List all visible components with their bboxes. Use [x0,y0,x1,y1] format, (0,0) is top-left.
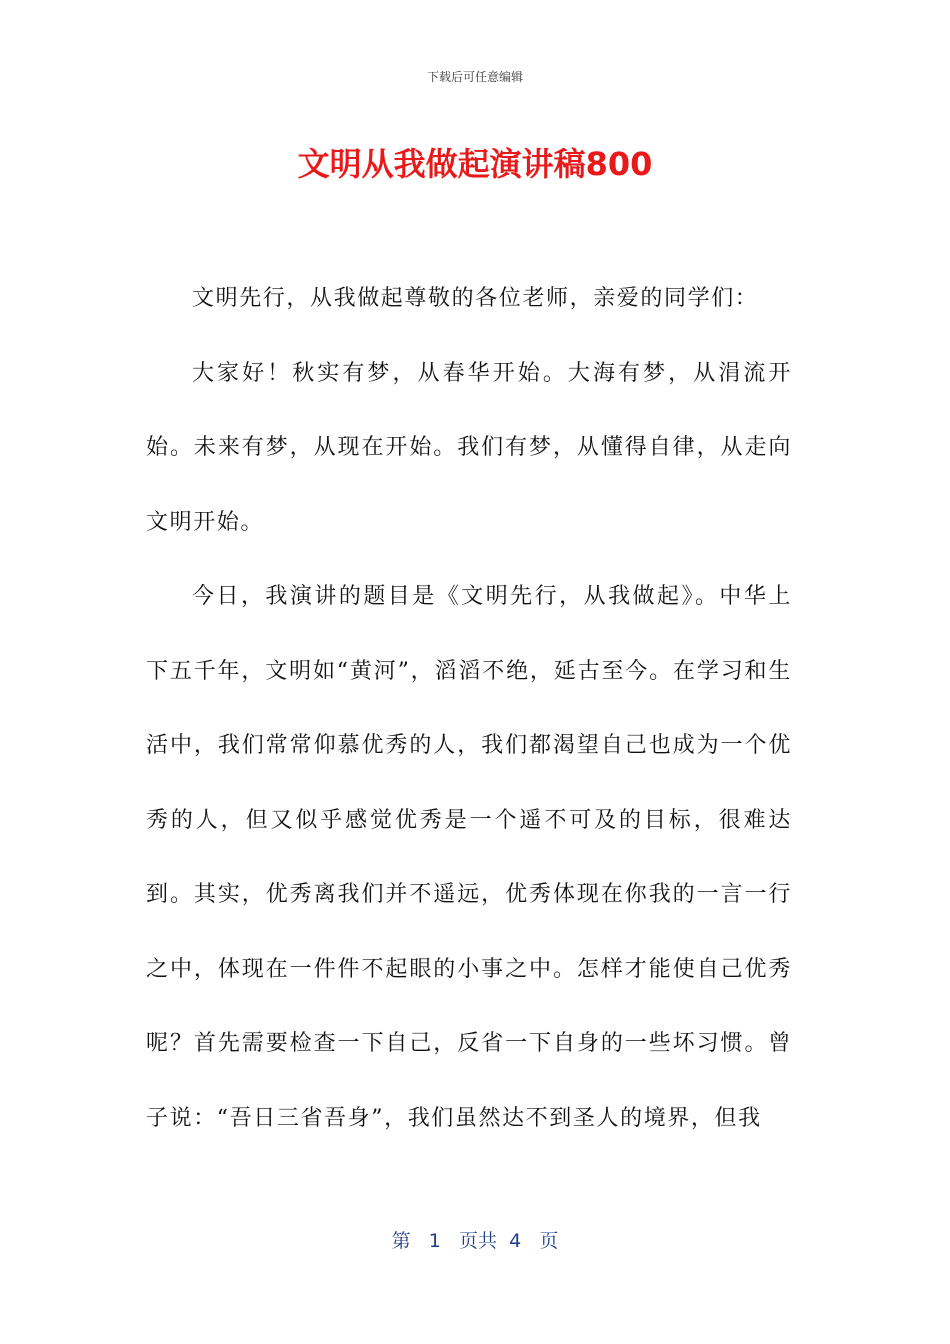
page-label-prefix: 第 [391,1230,411,1252]
header-note: 下载后可任意编辑 [426,70,523,84]
total-pages-number: 4 [509,1230,522,1252]
paragraph-main: 今日，我演讲的题目是《文明先行，从我做起》。中华上下五千年，文明如“黄河”，滔滔不绝，延古至今。在学习和生活中，我们常常仰慕优秀的人，我们都渴望自己也成为一个优秀的人，但又似乎感觉优秀是一个遥不可及的目标，很难达到。其实，优秀离我们并不遥远，优秀体现在你我的一言一行之中，体现在一件件不起眼的小事之中。怎样才能使自己优秀呢？首先需要检查一下自己，反省一下自身的一些坏习惯。曾子说：“吾日三省吾身”，我们虽然达不到圣人的境界，但我 [146,584,792,1131]
page-label-suffix: 页 [539,1230,559,1252]
page-footer [0,1226,950,1253]
document-title: 文明从我做起演讲稿800 [297,145,653,183]
document-body [146,262,792,1156]
current-page-number: 1 [428,1230,441,1252]
paragraph-opening: 大家好！秋实有梦，从春华开始。大海有梦，从涓流开始。未来有梦，从现在开始。我们有梦，从懂得自律，从走向文明开始。 [146,360,792,535]
page-label-middle: 页共 [459,1230,498,1252]
paragraph-greeting: 文明先行，从我做起尊敬的各位老师，亲爱的同学们： [192,286,759,311]
